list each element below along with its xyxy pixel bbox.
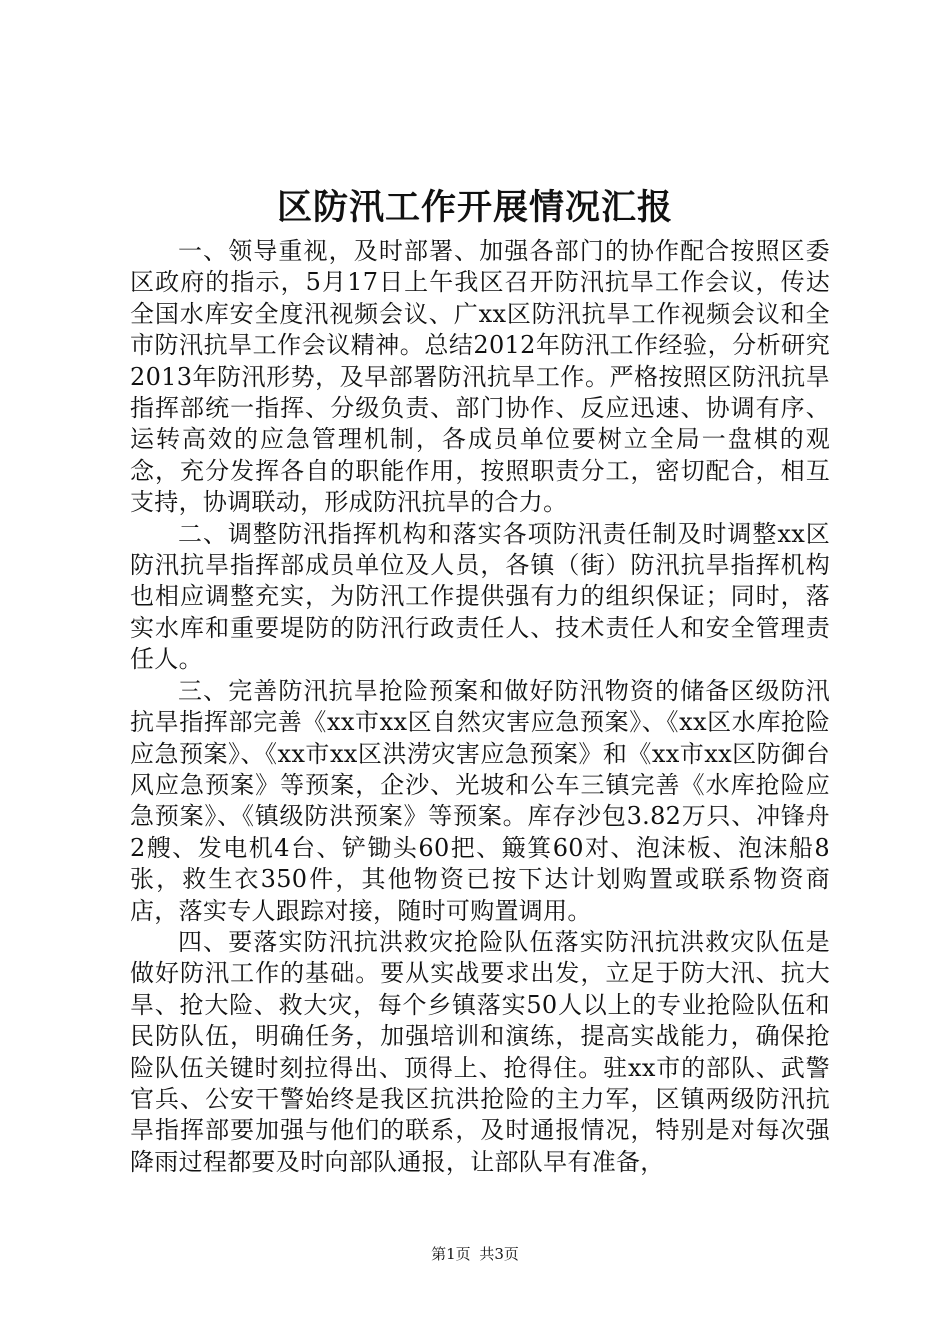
- paragraph-4: 四、要落实防汛抗洪救灾抢险队伍落实防汛抗洪救灾队伍是做好防汛工作的基础。要从实战要求出发，立足于防大汛、抗大旱、抢大险、救大灾，每个乡镇落实50人以上的专业抢险队伍和民防队伍，明确任务，加强培训和演练，提高实战能力，确保抢险队伍关键时刻拉得出、顶得上、抢得住。驻xx市的部队、武警官兵、公安干警始终是我区抗洪抢险的主力军，区镇两级防汛抗旱指挥部要加强与他们的联系，及时通报情况，特别是对每次强降雨过程都要及时向部队通报，让部队早有准备，: [130, 927, 830, 1176]
- paragraph-2: 二、调整防汛指挥机构和落实各项防汛责任制及时调整xx区防汛抗旱指挥部成员单位及人员，各镇（街）防汛抗旱指挥机构也相应调整充实，为防汛工作提供强有力的组织保证；同时，落实水库和重要堤防的防汛行政责任人、技术责任人和安全管理责任人。: [130, 519, 830, 674]
- page-number: 第1页: [431, 1245, 471, 1263]
- page-total: 共3页: [479, 1245, 519, 1263]
- paragraph-1: 一、领导重视，及时部署、加强各部门的协作配合按照区委区政府的指示，5月17日上午我区召开防汛抗旱工作会议，传达全国水库安全度汛视频会议、广xx区防汛抗旱工作视频会议和全市防汛抗旱工作会议精神。总结2012年防汛工作经验，分析研究2013年防汛形势，及早部署防汛抗旱工作。严格按照区防汛抗旱指挥部统一指挥、分级负责、部门协作、反应迅速、协调有序、运转高效的应急管理机制，各成员单位要树立全局一盘棋的观念，充分发挥各自的职能作用，按照职责分工，密切配合，相互支持，协调联动，形成防汛抗旱的合力。: [130, 237, 830, 517]
- document-body: [130, 236, 830, 1178]
- paragraph-3: 三、完善防汛抗旱抢险预案和做好防汛物资的储备区级防汛抗旱指挥部完善《xx市xx区自然灾害应急预案》、《xx区水库抢险应急预案》、《xx市xx区洪涝灾害应急预案》和《xx市xx区防御台风应急预案》等预案，企沙、光坡和公车三镇完善《水库抢险应急预案》、《镇级防洪预案》等预案。库存沙包3.82万只、冲锋舟2艘、发电机4台、铲锄头60把、簸箕60对、泡沫板、泡沫船8张，救生衣350件，其他物资已按下达计划购置或联系物资商店，落实专人跟踪对接，随时可购置调用。: [130, 676, 830, 925]
- page-footer: [0, 1244, 950, 1264]
- document-title: 区防汛工作开展情况汇报: [276, 187, 673, 228]
